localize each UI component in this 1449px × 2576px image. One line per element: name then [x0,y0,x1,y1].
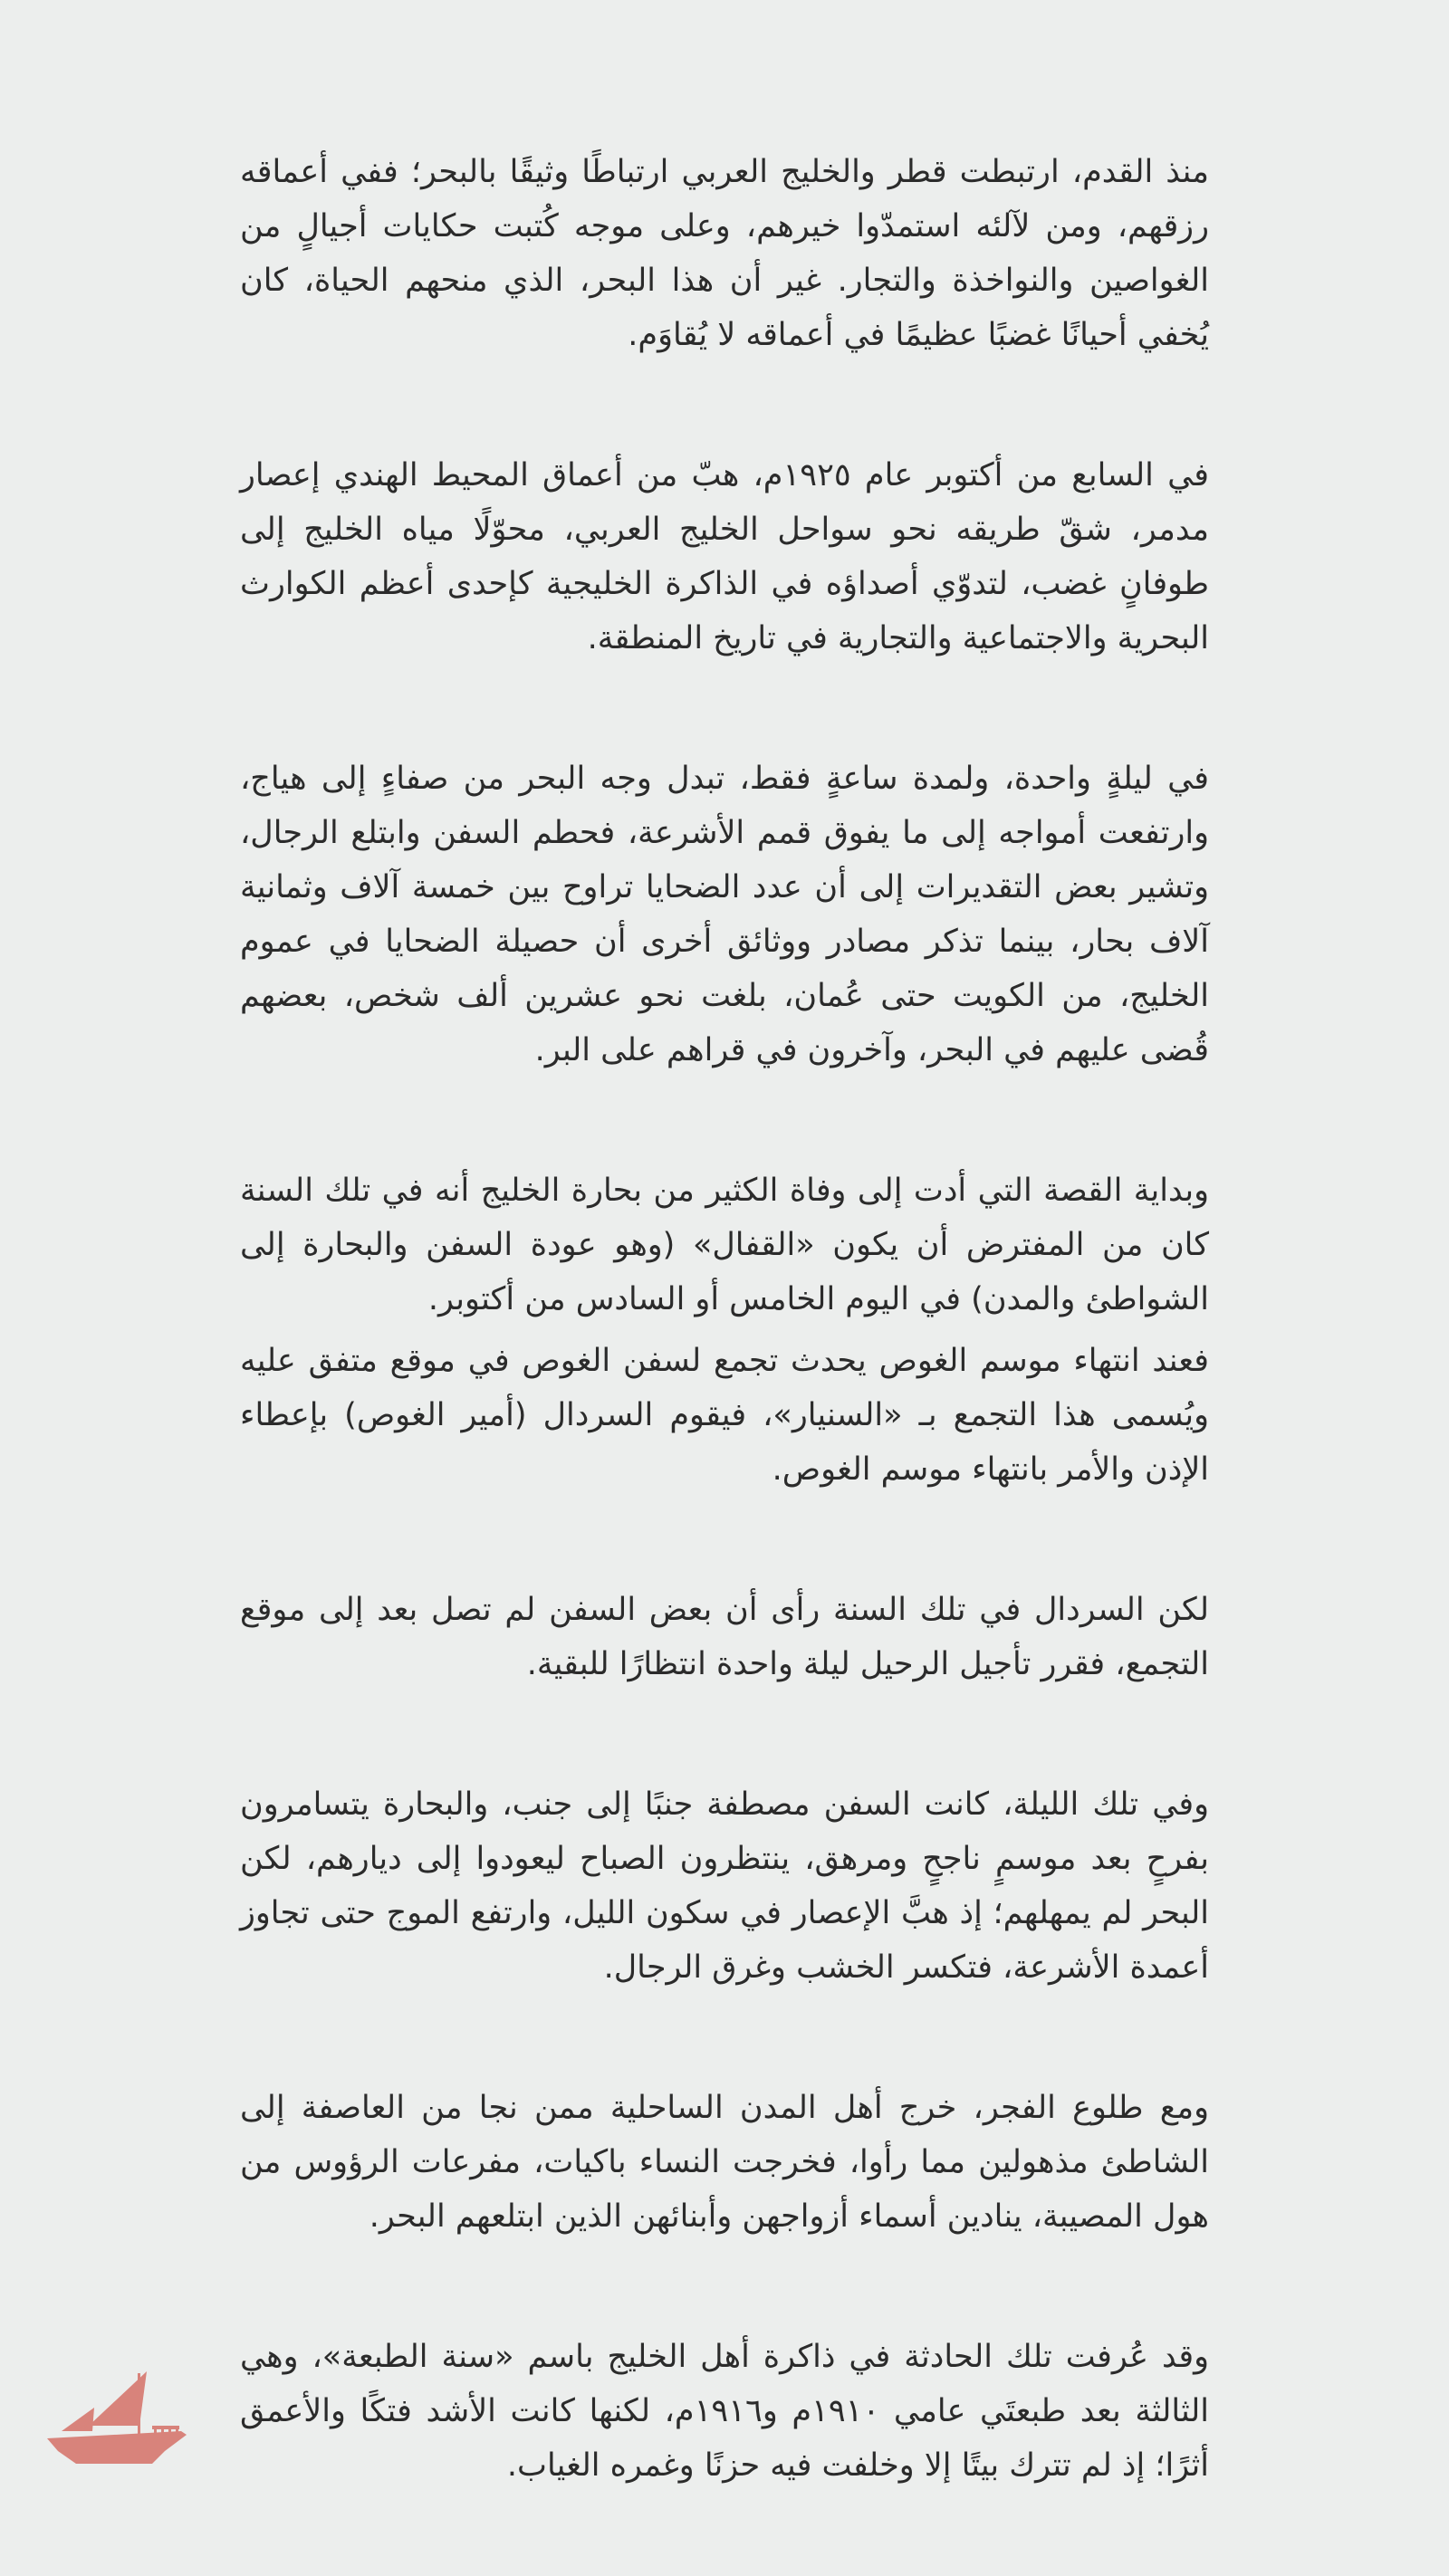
paragraph-dawn: ومع طلوع الفجر، خرج أهل المدن الساحلية ممن نجا من العاصفة إلى الشاطئ مذهولين مما رأوا، فخرجت النساء باكيات، مفرعات الرؤوس من هول المصيبة، ينادين أسماء أزواجهن وأبنائهن الذين ابتلعهم البحر. [240,2090,1209,2235]
paragraph-intro: منذ القدم، ارتبطت قطر والخليج العربي ارتباطًا وثيقًا بالبحر؛ ففي أعماقه رزقهم، ومن لآلئه استمدّوا خيرهم، وعلى موجه كُتبت حكايات أجيالٍ من الغواصين والنواخذة والتجار. غير أن هذا البحر، الذي منحهم الحياة، كان يُخفي أحيانًا غضبًا عظيمًا في أعماقه لا يُقاوَم. [240,154,1209,353]
paragraph-cyclone-date: في السابع من أكتوبر عام ١٩٢٥م، هبّ من أعماق المحيط الهندي إعصار مدمر، شقّ طريقه نحو سواحل الخليج العربي، محوّلًا مياه الخليج إلى طوفانٍ غضب، لتدوّي أصداؤه في الذاكرة الخليجية كإحدى أعظم الكوارث البحرية والاجتماعية والتجارية في تاريخ المنطقة. [240,457,1209,656]
paragraph-story-beginning: وبداية القصة التي أدت إلى وفاة الكثير من بحارة الخليج أنه في تلك السنة كان من المفترض أن يكون «القفال» (وهو عودة السفن والبحارة إلى الشواطئ والمدن) في اليوم الخامس أو السادس من أكتوبر. [240,1173,1209,1317]
dhow-boat-icon [45,2368,190,2476]
paragraph-sardal-decision: لكن السردال في تلك السنة رأى أن بعض السفن لم تصل بعد إلى موقع التجمع، فقرر تأجيل الرحيل ليلة واحدة انتظارًا للبقية. [240,1592,1209,1682]
paragraph-that-night: وفي تلك الليلة، كانت السفن مصطفة جنبًا إلى جنب، والبحارة يتسامرون بفرحٍ بعد موسمٍ ناجحٍ ومرهق، ينتظرون الصباح ليعودوا إلى ديارهم، لكن البحر لم يمهلهم؛ إذ هبَّ الإعصار في سكون الليل، وارتفع الموج حتى تجاوز أعمدة الأشرعة، فتكسر الخشب وغرق الرجال. [240,1786,1209,1986]
paragraph-one-night: في ليلةٍ واحدة، ولمدة ساعةٍ فقط، تبدل وجه البحر من صفاءٍ إلى هياج، وارتفعت أمواجه إلى ما يفوق قمم الأشرعة، فحطم السفن وابتلع الرجال، وتشير بعض التقديرات إلى أن عدد الضحايا تراوح بين خمسة آلاف وثمانية آلاف بحار، بينما تذكر مصادر ووثائق أخرى أن حصيلة الضحايا في عموم الخليج، من الكويت حتى عُمان، بلغت نحو عشرين ألف شخص، بعضهم قُضى عليهم في البحر، وآخرون في قراهم على البر. [240,761,1209,1068]
paragraph-diving-season-end: فعند انتهاء موسم الغوص يحدث تجمع لسفن الغوص في موقع متفق عليه ويُسمى هذا التجمع بـ «السنيار»، فيقوم السردال (أمير الغوص) بإعطاء الإذن والأمر بانتهاء موسم الغوص. [240,1343,1209,1488]
article-body [240,145,1209,2493]
paragraph-year-of-tabaa: وقد عُرفت تلك الحادثة في ذاكرة أهل الخليج باسم «سنة الطبعة»، وهي الثالثة بعد طبعتَي عامي ١٩١٠م و١٩١٦م، لكنها كانت الأشد فتكًا والأعمق أثرًا؛ إذ لم تترك بيتًا إلا وخلفت فيه حزنًا وغمره الغياب. [240,2339,1209,2484]
